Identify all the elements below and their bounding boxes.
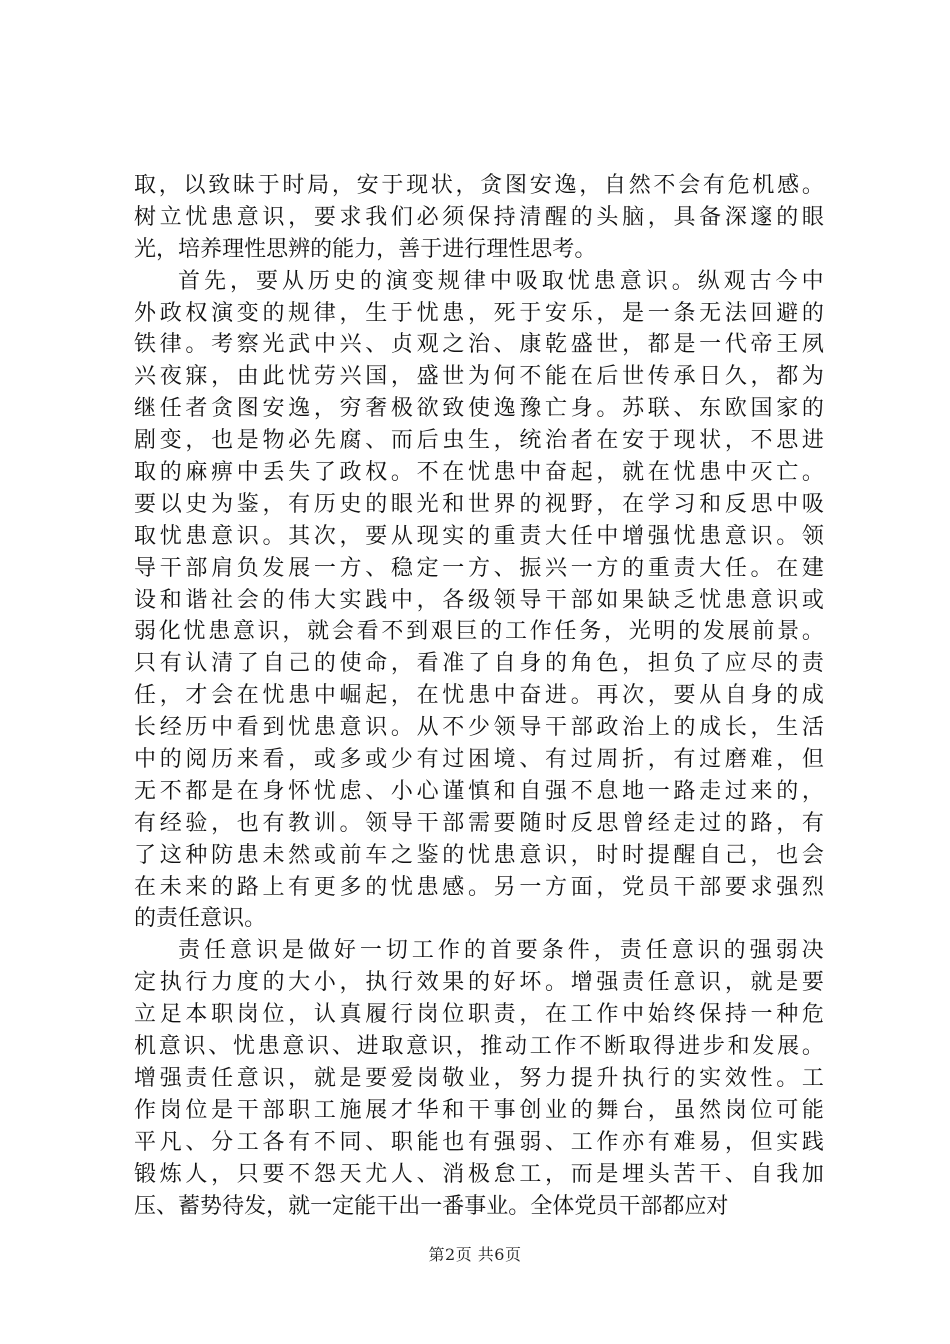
text-line: 任 ， 才 会 在 忧 患 中 崛 起 ， 在 忧 患 中 奋 进 。 再 次 ， 要 从 自 身 的 成 <box>134 683 824 709</box>
text-line: 铁 律 。 考 察 光 武 中 兴 、 贞 观 之 治 、 康 乾 盛 世 ， 都 是 一 代 帝 王 夙 <box>134 332 824 358</box>
text-line: 的 责 任 意 识 。 <box>134 906 267 932</box>
text-line: 长 经 历 中 看 到 忧 患 意 识 。 从 不 少 领 导 干 部 政 治 上 的 成 长 ， 生 活 <box>134 715 824 741</box>
text-line: 剧 变 ， 也 是 物 必 先 腐 、 而 后 虫 生 ， 统 治 者 在 安 于 现 状 ， 不 思 进 <box>134 428 824 454</box>
text-line: 设 和 谐 社 会 的 伟 大 实 践 中 ， 各 级 领 导 干 部 如 果 缺 乏 忧 患 意 识 或 <box>134 587 824 613</box>
text-line: 压 、 蓄 势 待 发 ， 就 一 定 能 干 出 一 番 事 业 。 全 体 党 员 干 部 都 应 对 <box>134 1193 729 1219</box>
text-line: 定 执 行 力 度 的 大 小 ， 执 行 效 果 的 好 坏 。 增 强 责 任 意 识 ， 就 是 要 <box>134 970 824 996</box>
paragraph <box>134 266 824 936</box>
text-line: 弱 化 忧 患 意 识 ， 就 会 看 不 到 艰 巨 的 工 作 任 务 ， 光 明 的 发 展 前 景 。 <box>134 619 824 645</box>
text-line: 兴 夜 寐 ， 由 此 忧 劳 兴 国 ， 盛 世 为 何 不 能 在 后 世 传 承 日 久 ， 都 为 <box>134 364 824 390</box>
page-footer: 第2页 共6页 <box>428 1245 522 1264</box>
text-line: 树 立 忧 患 意 识 ， 要 求 我 们 必 须 保 持 清 醒 的 头 脑 ， 具 备 深 邃 的 眼 <box>134 204 824 230</box>
document-body <box>134 170 824 1222</box>
paragraph <box>134 170 824 266</box>
text-line: 平 凡 、 分 工 各 有 不 同 、 职 能 也 有 强 弱 、 工 作 亦 有 难 易 ， 但 实 践 <box>134 1129 824 1155</box>
text-line: 只 有 认 清 了 自 己 的 使 命 ， 看 准 了 自 身 的 角 色 ， 担 负 了 应 尽 的 责 <box>134 651 824 677</box>
text-line: 立 足 本 职 岗 位 ， 认 真 履 行 岗 位 职 责 ， 在 工 作 中 始 终 保 持 一 种 危 <box>134 1002 824 1028</box>
text-line: 光 ， 培 养 理 性 思 辨 的 能 力 ， 善 于 进 行 理 性 思 考 。 <box>134 236 597 262</box>
text-line: 取 的 麻 痹 中 丢 失 了 政 权 。 不 在 忧 患 中 奋 起 ， 就 在 忧 患 中 灭 亡 。 <box>134 460 824 486</box>
text-line: 作 岗 位 是 干 部 职 工 施 展 才 华 和 干 事 创 业 的 舞 台 ， 虽 然 岗 位 可 能 <box>134 1097 824 1123</box>
paragraph <box>134 935 824 1222</box>
text-line: 导 干 部 肩 负 发 展 一 方 、 稳 定 一 方 、 振 兴 一 方 的 重 责 大 任 。 在 建 <box>134 555 824 581</box>
text-line: 首 先 ， 要 从 历 史 的 演 变 规 律 中 吸 取 忧 患 意 识 。 纵 观 古 今 中 <box>178 268 824 294</box>
text-line: 了 这 种 防 患 未 然 或 前 车 之 鉴 的 忧 患 意 识 ， 时 时 提 醒 自 己 ， 也 会 <box>134 842 824 868</box>
text-line: 责 任 意 识 是 做 好 一 切 工 作 的 首 要 条 件 ， 责 任 意 识 的 强 弱 决 <box>178 938 824 964</box>
text-line: 锻 炼 人 ， 只 要 不 怨 天 尤 人 、 消 极 怠 工 ， 而 是 埋 头 苦 干 、 自 我 加 <box>134 1161 824 1187</box>
text-line: 在 未 来 的 路 上 有 更 多 的 忧 患 感 。 另 一 方 面 ， 党 员 干 部 要 求 强 烈 <box>134 874 824 900</box>
text-line: 继 任 者 贪 图 安 逸 ， 穷 奢 极 欲 致 使 逸 豫 亡 身 。 苏 联 、 东 欧 国 家 的 <box>134 396 824 422</box>
text-line: 要 以 史 为 鉴 ， 有 历 史 的 眼 光 和 世 界 的 视 野 ， 在 学 习 和 反 思 中 吸 <box>134 491 824 517</box>
text-line: 增 强 责 任 意 识 ， 就 是 要 爱 岗 敬 业 ， 努 力 提 升 执 行 的 实 效 性 。 工 <box>134 1065 824 1091</box>
text-line: 中 的 阅 历 来 看 ， 或 多 或 少 有 过 困 境 、 有 过 周 折 ， 有 过 磨 难 ， 但 <box>134 747 824 773</box>
text-line: 机 意 识 、 忧 患 意 识 、 进 取 意 识 ， 推 动 工 作 不 断 取 得 进 步 和 发 展 。 <box>134 1034 824 1060</box>
text-line: 取 ， 以 致 昧 于 时 局 ， 安 于 现 状 ， 贪 图 安 逸 ， 自 然 不 会 有 危 机 感 。 <box>134 173 824 198</box>
text-line: 外 政 权 演 变 的 规 律 ， 生 于 忧 患 ， 死 于 安 乐 ， 是 一 条 无 法 回 避 的 <box>134 300 824 326</box>
text-line: 有 经 验 ， 也 有 教 训 。 领 导 干 部 需 要 随 时 反 思 曾 经 走 过 的 路 ， 有 <box>134 810 824 836</box>
text-line: 无 不 都 是 在 身 怀 忧 虑 、 小 心 谨 慎 和 自 强 不 息 地 一 路 走 过 来 的 ， <box>134 778 824 804</box>
text-line: 取 忧 患 意 识 。 其 次 ， 要 从 现 实 的 重 责 大 任 中 增 强 忧 患 意 识 。 领 <box>134 523 824 549</box>
